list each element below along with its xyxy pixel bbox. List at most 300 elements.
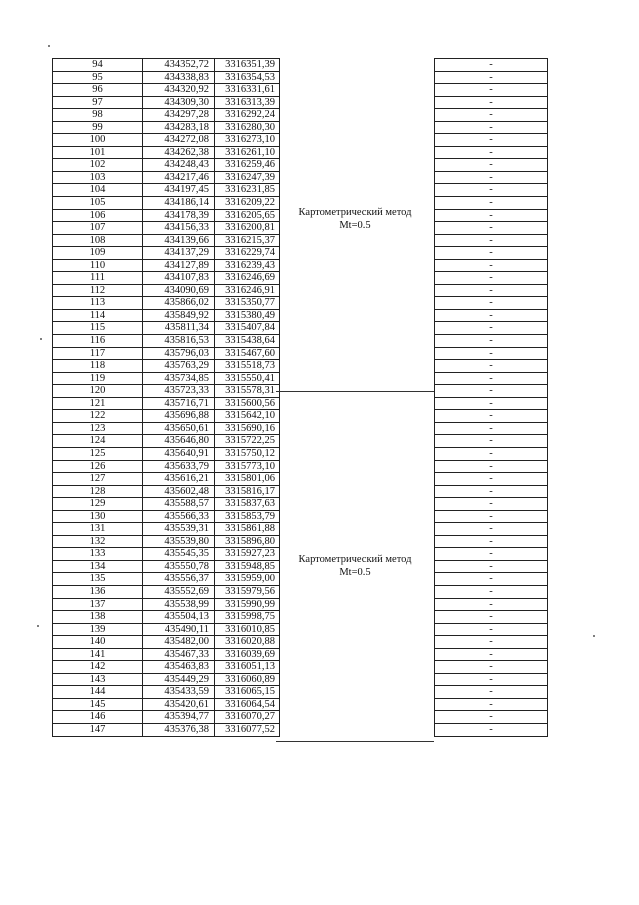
point-number-cell: 103 [53, 171, 143, 184]
table-row [435, 109, 548, 122]
table-row [435, 209, 548, 222]
table-row [53, 460, 280, 473]
x-coordinate-cell: 435716,71 [143, 397, 215, 410]
point-number-cell: 115 [53, 322, 143, 335]
dash-cell: - [435, 410, 548, 423]
x-coordinate-cell: 434248,43 [143, 159, 215, 172]
x-coordinate-cell: 434127,89 [143, 259, 215, 272]
table-row [435, 247, 548, 260]
table-row [53, 134, 280, 147]
y-coordinate-cell: 3316280,30 [215, 121, 280, 134]
y-coordinate-cell: 3315690,16 [215, 422, 280, 435]
point-number-cell: 106 [53, 209, 143, 222]
table-row [435, 535, 548, 548]
section-divider-1 [276, 391, 434, 392]
point-number-cell: 116 [53, 335, 143, 348]
table-row [53, 284, 280, 297]
dash-cell: - [435, 548, 548, 561]
point-number-cell: 108 [53, 234, 143, 247]
dash-cell: - [435, 222, 548, 235]
x-coordinate-cell: 435467,33 [143, 648, 215, 661]
table-row [435, 711, 548, 724]
dash-cell: - [435, 686, 548, 699]
y-coordinate-cell: 3316010,85 [215, 623, 280, 636]
point-number-cell: 118 [53, 360, 143, 373]
point-number-cell: 95 [53, 71, 143, 84]
point-number-cell: 94 [53, 59, 143, 72]
x-coordinate-cell: 435552,69 [143, 585, 215, 598]
table-row [53, 184, 280, 197]
table-row [435, 573, 548, 586]
x-coordinate-cell: 434352,72 [143, 59, 215, 72]
table-row [53, 548, 280, 561]
point-number-cell: 133 [53, 548, 143, 561]
table-row [53, 723, 280, 736]
point-number-cell: 101 [53, 146, 143, 159]
point-number-cell: 109 [53, 247, 143, 260]
table-row [53, 598, 280, 611]
x-coordinate-cell: 435723,33 [143, 385, 215, 398]
point-number-cell: 131 [53, 523, 143, 536]
y-coordinate-cell: 3315380,49 [215, 309, 280, 322]
table-row [53, 535, 280, 548]
table-row [435, 698, 548, 711]
table-row [435, 548, 548, 561]
dash-cell: - [435, 297, 548, 310]
y-coordinate-cell: 3316200,81 [215, 222, 280, 235]
table-row [435, 723, 548, 736]
y-coordinate-cell: 3316215,37 [215, 234, 280, 247]
x-coordinate-cell: 435763,29 [143, 360, 215, 373]
dash-cell: - [435, 523, 548, 536]
x-coordinate-cell: 434186,14 [143, 197, 215, 210]
table-row [435, 234, 548, 247]
x-coordinate-cell: 435646,80 [143, 435, 215, 448]
dash-cell: - [435, 636, 548, 649]
point-number-cell: 143 [53, 673, 143, 686]
y-coordinate-cell: 3315990,99 [215, 598, 280, 611]
table-row [435, 523, 548, 536]
y-coordinate-cell: 3316205,65 [215, 209, 280, 222]
table-row [53, 360, 280, 373]
dash-cell: - [435, 510, 548, 523]
table-row [53, 385, 280, 398]
table-row [53, 171, 280, 184]
point-number-cell: 127 [53, 473, 143, 486]
x-coordinate-cell: 434137,29 [143, 247, 215, 260]
x-coordinate-cell: 435545,35 [143, 548, 215, 561]
x-coordinate-cell: 435556,37 [143, 573, 215, 586]
x-coordinate-cell: 435539,31 [143, 523, 215, 536]
y-coordinate-cell: 3316259,46 [215, 159, 280, 172]
dash-cell: - [435, 197, 548, 210]
point-number-cell: 121 [53, 397, 143, 410]
dash-cell: - [435, 535, 548, 548]
table-row [435, 648, 548, 661]
y-coordinate-cell: 3315959,00 [215, 573, 280, 586]
table-row [435, 347, 548, 360]
table-row [53, 410, 280, 423]
table-row [53, 146, 280, 159]
x-coordinate-cell: 435482,00 [143, 636, 215, 649]
accuracy-label-2: Mt=0.5 [339, 567, 371, 578]
dash-cell: - [435, 159, 548, 172]
dash-cell: - [435, 560, 548, 573]
dash-cell: - [435, 661, 548, 674]
y-coordinate-cell: 3316051,13 [215, 661, 280, 674]
point-number-cell: 137 [53, 598, 143, 611]
table-row [435, 59, 548, 72]
table-row [435, 585, 548, 598]
table-row [53, 335, 280, 348]
point-number-cell: 112 [53, 284, 143, 297]
dash-cell: - [435, 272, 548, 285]
y-coordinate-cell: 3315750,12 [215, 447, 280, 460]
y-coordinate-cell: 3315578,31 [215, 385, 280, 398]
point-number-cell: 134 [53, 560, 143, 573]
table-row [435, 385, 548, 398]
table-row [435, 96, 548, 109]
y-coordinate-cell: 3316246,69 [215, 272, 280, 285]
y-coordinate-cell: 3316064,54 [215, 698, 280, 711]
y-coordinate-cell: 3315550,41 [215, 372, 280, 385]
table-row [53, 309, 280, 322]
dash-cell: - [435, 234, 548, 247]
y-coordinate-cell: 3315998,75 [215, 611, 280, 624]
x-coordinate-cell: 435504,13 [143, 611, 215, 624]
dash-cell: - [435, 623, 548, 636]
table-row [53, 247, 280, 260]
x-coordinate-cell: 435566,33 [143, 510, 215, 523]
point-number-cell: 107 [53, 222, 143, 235]
dash-cell: - [435, 96, 548, 109]
y-coordinate-cell: 3316247,39 [215, 171, 280, 184]
table-row [435, 372, 548, 385]
point-number-cell: 142 [53, 661, 143, 674]
table-row [435, 661, 548, 674]
table-row [435, 322, 548, 335]
table-row [435, 184, 548, 197]
table-row [435, 397, 548, 410]
y-coordinate-cell: 3315407,84 [215, 322, 280, 335]
x-coordinate-cell: 434197,45 [143, 184, 215, 197]
y-coordinate-cell: 3315642,10 [215, 410, 280, 423]
table-row [435, 197, 548, 210]
point-number-cell: 97 [53, 96, 143, 109]
accuracy-label-1: Mt=0.5 [339, 220, 371, 231]
point-number-cell: 117 [53, 347, 143, 360]
y-coordinate-cell: 3315518,73 [215, 360, 280, 373]
point-number-cell: 113 [53, 297, 143, 310]
table-row [53, 347, 280, 360]
point-number-cell: 99 [53, 121, 143, 134]
table-row [53, 636, 280, 649]
dash-cell: - [435, 109, 548, 122]
y-coordinate-cell: 3315896,80 [215, 535, 280, 548]
y-coordinate-cell: 3315837,63 [215, 498, 280, 511]
dash-cell: - [435, 121, 548, 134]
y-coordinate-cell: 3316077,52 [215, 723, 280, 736]
table-row [435, 435, 548, 448]
table-row [53, 71, 280, 84]
x-coordinate-cell: 435550,78 [143, 560, 215, 573]
table-row [435, 673, 548, 686]
point-number-cell: 146 [53, 711, 143, 724]
table-row [435, 297, 548, 310]
table-row [53, 121, 280, 134]
dash-cell: - [435, 360, 548, 373]
dash-cell: - [435, 71, 548, 84]
x-coordinate-cell: 435796,03 [143, 347, 215, 360]
y-coordinate-cell: 3316209,22 [215, 197, 280, 210]
table-row [435, 410, 548, 423]
method-label-2: Картометрический метод [298, 554, 412, 565]
y-coordinate-cell: 3316065,15 [215, 686, 280, 699]
point-number-cell: 139 [53, 623, 143, 636]
table-row [53, 297, 280, 310]
x-coordinate-cell: 435734,85 [143, 372, 215, 385]
table-row [53, 510, 280, 523]
dash-cell: - [435, 498, 548, 511]
point-number-cell: 141 [53, 648, 143, 661]
table-row [53, 209, 280, 222]
table-row [53, 397, 280, 410]
y-coordinate-cell: 3315438,64 [215, 335, 280, 348]
dash-cell: - [435, 247, 548, 260]
x-coordinate-cell: 435376,38 [143, 723, 215, 736]
x-coordinate-cell: 435490,11 [143, 623, 215, 636]
x-coordinate-cell: 434309,30 [143, 96, 215, 109]
table-row [53, 272, 280, 285]
point-number-cell: 126 [53, 460, 143, 473]
table-row [53, 560, 280, 573]
x-coordinate-cell: 434090,69 [143, 284, 215, 297]
table-row [435, 222, 548, 235]
table-row [53, 573, 280, 586]
dash-cell: - [435, 573, 548, 586]
table-row [53, 648, 280, 661]
y-coordinate-cell: 3315467,60 [215, 347, 280, 360]
section-divider-2 [276, 741, 434, 742]
x-coordinate-cell: 434107,83 [143, 272, 215, 285]
dash-cell: - [435, 447, 548, 460]
x-coordinate-cell: 434139,66 [143, 234, 215, 247]
table-row [435, 473, 548, 486]
y-coordinate-cell: 3316354,53 [215, 71, 280, 84]
dash-cell: - [435, 322, 548, 335]
table-row [53, 59, 280, 72]
dash-cell: - [435, 134, 548, 147]
point-number-cell: 136 [53, 585, 143, 598]
y-coordinate-cell: 3315853,79 [215, 510, 280, 523]
dash-cell: - [435, 184, 548, 197]
scan-speck [593, 635, 595, 637]
table-row [53, 686, 280, 699]
table-row [53, 259, 280, 272]
y-coordinate-cell: 3316261,10 [215, 146, 280, 159]
dash-column-table [434, 58, 548, 737]
scan-speck [48, 45, 50, 47]
point-number-cell: 125 [53, 447, 143, 460]
table-row [53, 322, 280, 335]
dash-cell: - [435, 598, 548, 611]
point-number-cell: 147 [53, 723, 143, 736]
point-number-cell: 140 [53, 636, 143, 649]
x-coordinate-cell: 434156,33 [143, 222, 215, 235]
table-row [53, 197, 280, 210]
point-number-cell: 130 [53, 510, 143, 523]
coordinates-table-body [53, 59, 280, 737]
point-number-cell: 110 [53, 259, 143, 272]
dash-cell: - [435, 473, 548, 486]
x-coordinate-cell: 434178,39 [143, 209, 215, 222]
table-row [435, 272, 548, 285]
table-row [435, 422, 548, 435]
method-block-2 [276, 553, 434, 579]
dash-cell: - [435, 673, 548, 686]
dash-cell: - [435, 460, 548, 473]
table-row [53, 422, 280, 435]
dash-cell: - [435, 146, 548, 159]
x-coordinate-cell: 435633,79 [143, 460, 215, 473]
x-coordinate-cell: 434283,18 [143, 121, 215, 134]
y-coordinate-cell: 3316239,43 [215, 259, 280, 272]
y-coordinate-cell: 3315816,17 [215, 485, 280, 498]
y-coordinate-cell: 3315948,85 [215, 560, 280, 573]
table-row [435, 623, 548, 636]
y-coordinate-cell: 3316313,39 [215, 96, 280, 109]
y-coordinate-cell: 3316273,10 [215, 134, 280, 147]
y-coordinate-cell: 3316070,27 [215, 711, 280, 724]
dash-cell: - [435, 309, 548, 322]
x-coordinate-cell: 434262,38 [143, 146, 215, 159]
table-row [53, 661, 280, 674]
table-row [435, 84, 548, 97]
y-coordinate-cell: 3316292,24 [215, 109, 280, 122]
table-row [53, 485, 280, 498]
table-row [53, 498, 280, 511]
table-row [435, 636, 548, 649]
dash-cell: - [435, 209, 548, 222]
point-number-cell: 104 [53, 184, 143, 197]
table-row [53, 435, 280, 448]
table-row [53, 447, 280, 460]
x-coordinate-cell: 435602,48 [143, 485, 215, 498]
y-coordinate-cell: 3315350,77 [215, 297, 280, 310]
dash-cell: - [435, 385, 548, 398]
table-row [435, 121, 548, 134]
point-number-cell: 145 [53, 698, 143, 711]
table-row [53, 523, 280, 536]
table-row [435, 686, 548, 699]
y-coordinate-cell: 3315722,25 [215, 435, 280, 448]
point-number-cell: 100 [53, 134, 143, 147]
table-row [435, 460, 548, 473]
table-row [435, 159, 548, 172]
x-coordinate-cell: 434217,46 [143, 171, 215, 184]
point-number-cell: 128 [53, 485, 143, 498]
dash-cell: - [435, 435, 548, 448]
table-row [435, 71, 548, 84]
table-row [435, 510, 548, 523]
table-row [53, 473, 280, 486]
table-row [435, 485, 548, 498]
point-number-cell: 96 [53, 84, 143, 97]
table-row [53, 159, 280, 172]
dash-cell: - [435, 585, 548, 598]
x-coordinate-cell: 435394,77 [143, 711, 215, 724]
y-coordinate-cell: 3316351,39 [215, 59, 280, 72]
point-number-cell: 105 [53, 197, 143, 210]
point-number-cell: 138 [53, 611, 143, 624]
x-coordinate-cell: 435539,80 [143, 535, 215, 548]
dash-cell: - [435, 611, 548, 624]
y-coordinate-cell: 3316229,74 [215, 247, 280, 260]
point-number-cell: 124 [53, 435, 143, 448]
dash-cell: - [435, 59, 548, 72]
y-coordinate-cell: 3316039,69 [215, 648, 280, 661]
point-number-cell: 123 [53, 422, 143, 435]
point-number-cell: 129 [53, 498, 143, 511]
y-coordinate-cell: 3316231,85 [215, 184, 280, 197]
x-coordinate-cell: 435420,61 [143, 698, 215, 711]
dash-cell: - [435, 84, 548, 97]
y-coordinate-cell: 3316020,88 [215, 636, 280, 649]
table-row [435, 498, 548, 511]
x-coordinate-cell: 435463,83 [143, 661, 215, 674]
point-number-cell: 98 [53, 109, 143, 122]
y-coordinate-cell: 3316060,89 [215, 673, 280, 686]
method-label-1: Картометрический метод [298, 207, 412, 218]
table-row [53, 84, 280, 97]
x-coordinate-cell: 434320,92 [143, 84, 215, 97]
x-coordinate-cell: 435433,59 [143, 686, 215, 699]
dash-cell: - [435, 347, 548, 360]
y-coordinate-cell: 3315600,56 [215, 397, 280, 410]
coordinates-table [52, 58, 280, 737]
x-coordinate-cell: 435816,53 [143, 335, 215, 348]
point-number-cell: 120 [53, 385, 143, 398]
dash-column-body [435, 59, 548, 737]
dash-cell: - [435, 711, 548, 724]
dash-cell: - [435, 284, 548, 297]
dash-cell: - [435, 372, 548, 385]
table-row [53, 96, 280, 109]
table-row [53, 611, 280, 624]
table-row [435, 560, 548, 573]
x-coordinate-cell: 435538,99 [143, 598, 215, 611]
table-row [435, 171, 548, 184]
table-row [53, 372, 280, 385]
x-coordinate-cell: 435640,91 [143, 447, 215, 460]
table-row [435, 146, 548, 159]
table-row [435, 309, 548, 322]
table-row [53, 673, 280, 686]
x-coordinate-cell: 434297,28 [143, 109, 215, 122]
point-number-cell: 122 [53, 410, 143, 423]
x-coordinate-cell: 435866,02 [143, 297, 215, 310]
y-coordinate-cell: 3315979,56 [215, 585, 280, 598]
point-number-cell: 102 [53, 159, 143, 172]
y-coordinate-cell: 3316331,61 [215, 84, 280, 97]
table-row [53, 623, 280, 636]
y-coordinate-cell: 3315861,88 [215, 523, 280, 536]
table-row [435, 598, 548, 611]
x-coordinate-cell: 435650,61 [143, 422, 215, 435]
table-row [53, 711, 280, 724]
dash-cell: - [435, 259, 548, 272]
dash-cell: - [435, 422, 548, 435]
